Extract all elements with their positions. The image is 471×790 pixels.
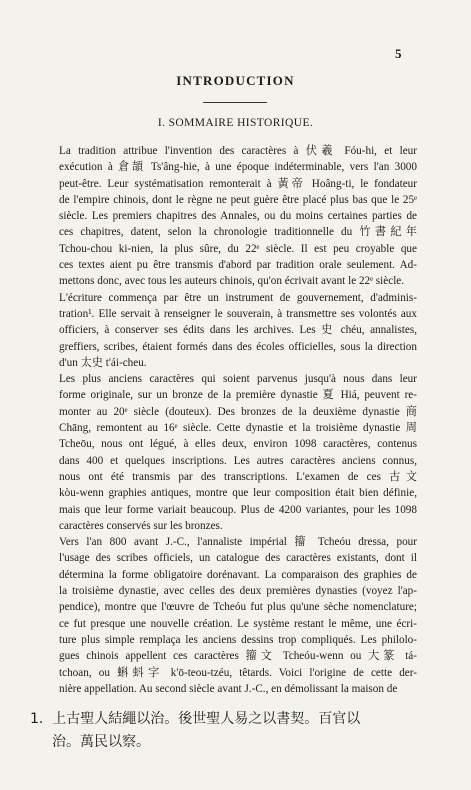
footnote-line-2: 治。萬民以察。 — [52, 734, 150, 750]
text-line: gues chinois appellent ces caractères 籀文 Tcheóu-wenn ou 大篆 tá- — [59, 650, 417, 663]
text-line: caractères conservés sur les bronzes. — [59, 519, 223, 532]
text-line: forme originale, sur un bronze de la première dynastie 夏 Hiá, peuvent re- — [59, 389, 417, 402]
text-line: greffiers, scribes, étaient formés dans des écoles officielles, sous la direction — [59, 340, 417, 353]
text-line: exécution à 倉頡 Ts'âng-hie, à une époque indéterminable, vers l'an 3000 — [59, 161, 417, 174]
text-line: mais que leur forme variait beaucoup. Plus de 4200 variantes, pour les 1098 — [59, 503, 417, 516]
text-line: officiers, à conserver ses édits dans les archives. Les 史 chéu, annalistes, — [59, 324, 417, 337]
footnote-line-1 — [30, 708, 418, 731]
text-line: kòu-wenn graphies antiques, montre que leur composition était bien définie, — [59, 487, 417, 500]
text-line: La tradition attribue l'invention des caractères à 伏羲 Fóu-hi, et leur — [59, 145, 417, 157]
footnote-text-1: 上古聖人結繩以治。後世聖人易之以書契。百官以 — [52, 711, 361, 727]
text-line: de l'empire chinois, dont le règne ne peut guère être placé plus bas que le 25ᵉ — [59, 193, 417, 206]
text-line: ces textes aient pu être transmis d'abord par tradition orale seulement. Ad- — [59, 259, 417, 272]
text-line: Les plus anciens caractères qui soient parvenus jusqu'à nous dans leur — [59, 373, 417, 386]
paragraph — [37, 371, 417, 534]
text-line: peut-être. Leur systématisation remonterait à 黃帝 Hoâng-ti, le fondateur — [59, 177, 417, 190]
paragraph — [37, 143, 417, 290]
text-line: tration¹. Elle servait à renseigner le souverain, à transmettre ses volontés aux — [59, 307, 417, 320]
body-text — [37, 143, 417, 697]
text-line: Tchou-chou ki-nien, la plus sûre, du 22ᵉ siècle. Il est peu croyable que — [59, 242, 417, 255]
title-rule — [203, 102, 267, 103]
text-line: ture plus simple remplaça les anciens dessins trop compliqués. Les philolo- — [59, 633, 417, 646]
footnote-marker: 1. — [30, 711, 44, 727]
text-line: monter au 20ᵉ siècle (douteux). Des bronzes de la deuxième dynastie 商 — [59, 405, 417, 418]
paragraph — [37, 290, 417, 371]
text-line: nière appellation. Au second siècle avant J.-C., en démolissant la maison de — [59, 682, 398, 695]
text-line: détermina la forme obligatoire dorénavant. La comparaison des graphies de — [59, 568, 417, 581]
text-line: ces chapitres, datent, selon la chronologie traditionnelle du 竹書紀年 — [59, 226, 417, 239]
text-line: Tcheōu, nous ont légué, à elles deux, environ 1098 caractères, contenus — [59, 438, 417, 451]
text-line: mettons donc, avec tous les auteurs chinois, qu'on écrivait avant le 22ᵉ siècle. — [59, 275, 405, 288]
text-line: tchoan, ou 蝌蚪字 k'ō-teou-tzéu, têtards. Voici l'origine de cette der- — [59, 666, 417, 679]
text-line: ce fut presque une nouvelle création. Le système restant le même, une écri- — [59, 617, 417, 630]
chapter-title: INTRODUCTION — [176, 73, 295, 88]
text-line: la troisième dynastie, avec celles des deux premières dynasties (voyez l'ap- — [59, 585, 417, 598]
text-line: dans 400 et quelques inscriptions. Les autres caractères anciens connus, — [59, 454, 417, 467]
footnote — [30, 708, 418, 754]
text-line: l'usage des scribes officiels, un catalogue des caractères existants, dont il — [59, 552, 417, 565]
text-line: siècle. Les premiers chapitres des Annales, ou du moins certaines parties de — [59, 210, 417, 223]
text-line: L'écriture commença par être un instrument de gouvernement, d'adminis- — [59, 291, 417, 304]
text-line: pendice), montre que l'œuvre de Tcheóu fut plus qu'une sèche nomenclature; — [59, 601, 417, 614]
text-line: Chāng, remontent au 16ᵉ siècle. Cette dynastie et la troisième dynastie 周 — [59, 422, 417, 435]
page-number: 5 — [395, 46, 402, 61]
paragraph — [37, 534, 417, 697]
text-line: Vers l'an 800 avant J.-C., l'annaliste impérial 籀 Tcheóu dressa, pour — [59, 536, 417, 549]
section-heading: I. SOMMAIRE HISTORIQUE. — [157, 117, 314, 129]
text-line: nous ont été transmis par des transcriptions. L'examen de ces 古文 — [59, 470, 417, 483]
text-line: d'un 太史 t'ái-cheu. — [59, 356, 147, 369]
